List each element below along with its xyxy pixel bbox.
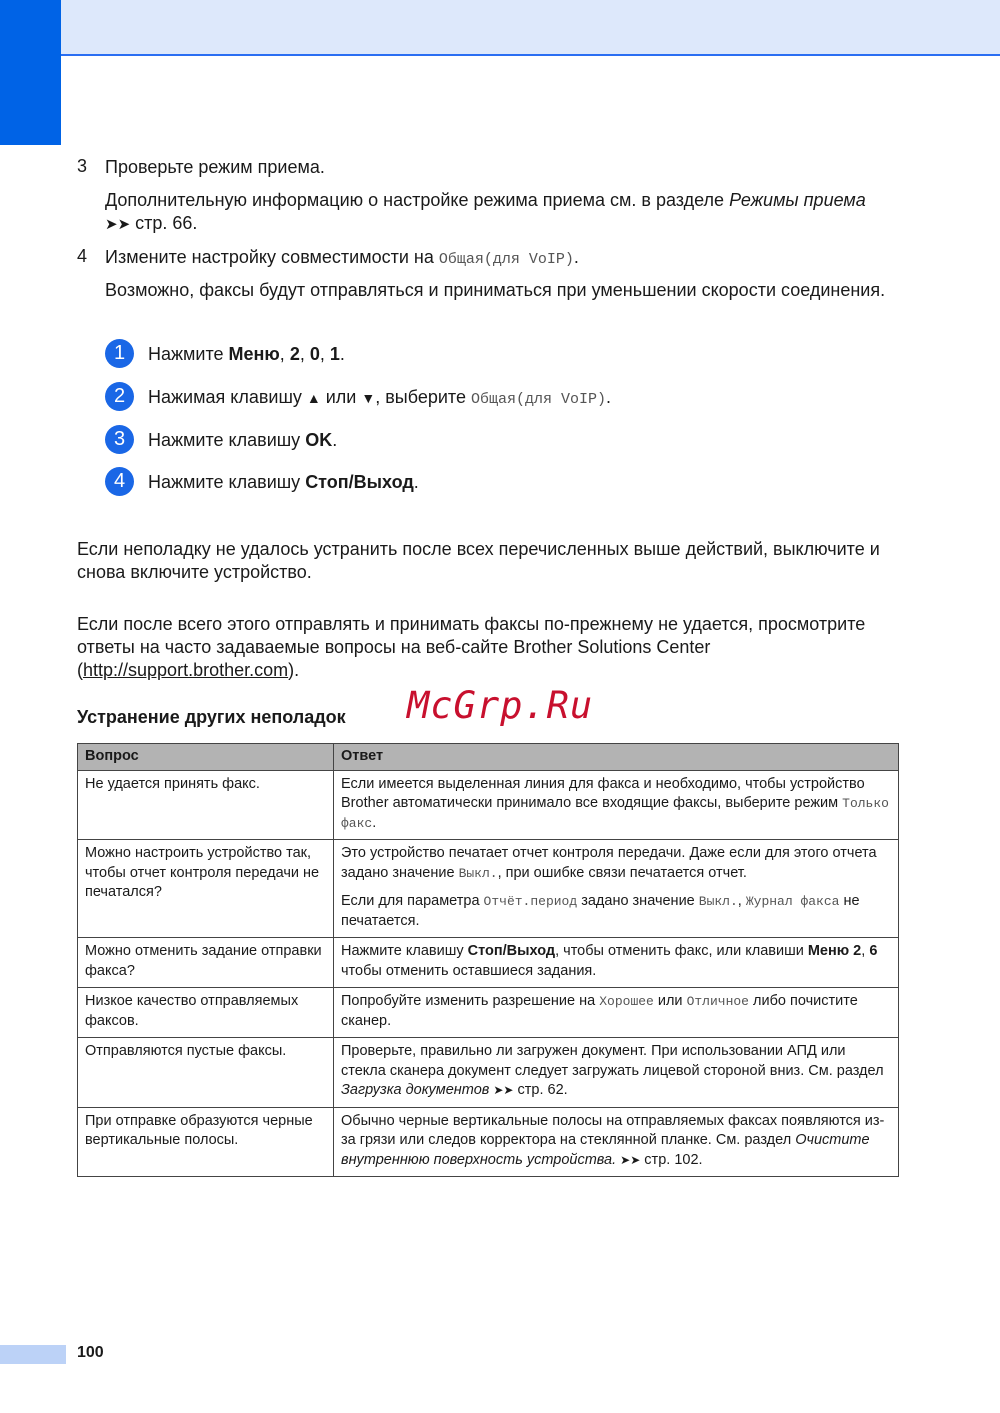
answer-text: Проверьте, правильно ли загружен документ. При использовании АПД или стекла сканера документ следует загружать лицевой стороной вниз. См. раздел [341, 1043, 884, 1079]
answer-cell [334, 840, 899, 938]
table-header-row [78, 744, 899, 771]
page-ref: стр. 102. [640, 1151, 703, 1168]
menu-key: Меню [228, 344, 280, 364]
answer-text: либо почистите сканер. [341, 993, 858, 1029]
header-band [0, 0, 1000, 55]
answer-cell [334, 988, 899, 1038]
step-number-3: 3 [77, 156, 88, 176]
setting-value: Хорошее [599, 994, 654, 1009]
answer-text: Обычно черные вертикальные полосы на отправляемых факсах появляются из-за грязи или следов корректора на стеклянной планке. См. раздел [341, 1112, 885, 1148]
table-row [78, 1038, 899, 1108]
page-number: 100 [77, 1344, 104, 1361]
support-text-end: ). [288, 660, 300, 680]
double-arrow-icon: ➤➤ [493, 1083, 514, 1097]
table-row [78, 840, 899, 938]
step-3-detail [105, 189, 895, 236]
up-arrow-icon: ▲ [306, 390, 321, 406]
step-3-page-ref: стр. 66. [130, 213, 198, 233]
answer-paragraph [341, 892, 890, 931]
ok-key: OK [305, 430, 333, 450]
sep: , [319, 344, 330, 364]
step-4-setting-value: Общая(для VoIP) [438, 251, 574, 268]
troubleshooting-table [77, 743, 899, 1177]
key-1: 1 [329, 344, 340, 364]
substep-badge-2: 2 [105, 382, 134, 411]
answer-text: задано значение [577, 893, 699, 909]
step-4-detail: Возможно, факсы будут отправляться и приниматься при уменьшении скорости соединения. [105, 280, 886, 300]
table-row [78, 938, 899, 988]
section-heading: Устранение других неполадок [77, 707, 346, 727]
setting-value: Отличное [686, 994, 749, 1009]
answer-paragraph [341, 844, 890, 883]
stop-exit-key: Стоп/Выход [305, 472, 414, 492]
step-4-title-end: . [573, 247, 579, 267]
substep-2-text-2: , выберите [375, 387, 471, 407]
substep-badge-3: 3 [105, 425, 134, 454]
table-row [78, 988, 899, 1038]
sep: . [606, 387, 612, 407]
chapter-tab [0, 0, 61, 145]
sep: , [299, 344, 310, 364]
support-text: Если после всего этого отправлять и принимать факсы по-прежнему не удается, просмотрите ответы на часто задаваемые вопросы на веб-сайте Brother Solutions Center ( [77, 614, 866, 680]
answer-text: , при ошибке связи печатается отчет. [497, 864, 747, 881]
substep-4-text: Нажмите клавишу [148, 472, 306, 492]
answer-text: , [737, 893, 746, 909]
substep-2-text: Нажимая клавишу [148, 387, 307, 407]
key-2: 2 [289, 344, 300, 364]
answer-text: , [861, 943, 870, 959]
report-name: Журнал факса [745, 894, 840, 909]
sep: . [339, 344, 345, 364]
answer-text: Нажмите клавишу [341, 943, 468, 959]
setting-value: Общая(для VoIP) [470, 391, 607, 408]
substep-3-text: Нажмите клавишу [148, 430, 306, 450]
menu-key: Меню [807, 943, 850, 959]
step-3-detail-text: Дополнительную информацию о настройке режима приема см. в разделе [105, 190, 730, 210]
answer-cell [334, 1107, 899, 1177]
question-cell: Не удается принять факс. [78, 770, 334, 840]
substep-4 [148, 472, 419, 493]
answer-text: Если для параметра [341, 893, 484, 909]
stop-exit-key: Стоп/Выход [467, 943, 556, 959]
step-3-xref[interactable]: Режимы приема [729, 190, 866, 210]
footer-band [0, 1345, 66, 1364]
answer-text: чтобы отменить оставшиеся задания. [341, 962, 597, 979]
question-cell: При отправке образуются черные вертикальные полосы. [78, 1107, 334, 1177]
answer-cell [334, 1038, 899, 1108]
substep-badge-1: 1 [105, 339, 134, 368]
question-cell: Отправляются пустые факсы. [78, 1038, 334, 1108]
sep: , [279, 344, 290, 364]
setting-value: Выкл. [698, 894, 738, 909]
substep-1-text: Нажмите [148, 344, 229, 364]
table-row [78, 1107, 899, 1177]
question-cell: Низкое качество отправляемых факсов. [78, 988, 334, 1038]
column-header-question: Вопрос [78, 744, 334, 771]
down-arrow-icon: ▼ [361, 390, 376, 406]
page-ref: стр. 62. [513, 1082, 568, 1098]
answer-text: Если имеется выделенная линия для факса и необходимо, чтобы устройство Brother автоматически принимало все входящие факсы, выберите режим [341, 775, 865, 811]
sep: . [413, 472, 419, 492]
substep-2 [148, 387, 611, 408]
answer-cell [334, 770, 899, 840]
substep-badge-4: 4 [105, 467, 134, 496]
step-4-title-text: Измените настройку совместимости на [105, 247, 439, 267]
step-number-4: 4 [77, 246, 88, 266]
key-0: 0 [309, 344, 320, 364]
answer-cell [334, 938, 899, 988]
header-rule [61, 54, 1000, 56]
substep-3 [148, 430, 337, 451]
answer-text: или [653, 993, 687, 1009]
answer-text: не печатается. [341, 893, 860, 929]
restart-paragraph: Если неполадку не удалось устранить после всех перечисленных выше действий, выключите и снова включите устройство. [77, 539, 880, 582]
substep-1 [148, 344, 345, 365]
setting-name: Отчёт.период [483, 894, 578, 909]
support-link[interactable]: http://support.brother.com [83, 660, 289, 680]
step-3-title: Проверьте режим приема. [105, 157, 325, 177]
step-4-title [105, 246, 895, 271]
table-row [78, 770, 899, 840]
support-paragraph [77, 613, 907, 682]
section-xref[interactable]: Очистите внутреннюю поверхность устройства. [341, 1132, 870, 1168]
answer-text: , чтобы отменить факс, или клавиши [555, 943, 808, 959]
answer-text: Попробуйте изменить разрешение на [341, 993, 600, 1009]
answer-text: Это устройство печатает отчет контроля передачи. Даже если для этого отчета задано значение [341, 845, 877, 881]
setting-value: Только факс [341, 796, 889, 831]
sep: . [332, 430, 338, 450]
section-xref[interactable]: Загрузка документов [341, 1082, 490, 1098]
question-cell: Можно настроить устройство так, чтобы отчет контроля передачи не печатался? [78, 840, 334, 938]
setting-value: Выкл. [458, 865, 498, 881]
question-cell: Можно отменить задание отправки факса? [78, 938, 334, 988]
answer-text: . [372, 814, 377, 831]
or-text: или [320, 387, 362, 407]
double-arrow-icon: ➤➤ [105, 216, 131, 233]
double-arrow-icon: ➤➤ [620, 1152, 641, 1167]
key-2: 2 [853, 943, 862, 959]
key-6: 6 [869, 943, 878, 959]
column-header-answer: Ответ [334, 744, 899, 771]
watermark: McGrp.Ru [407, 684, 594, 727]
